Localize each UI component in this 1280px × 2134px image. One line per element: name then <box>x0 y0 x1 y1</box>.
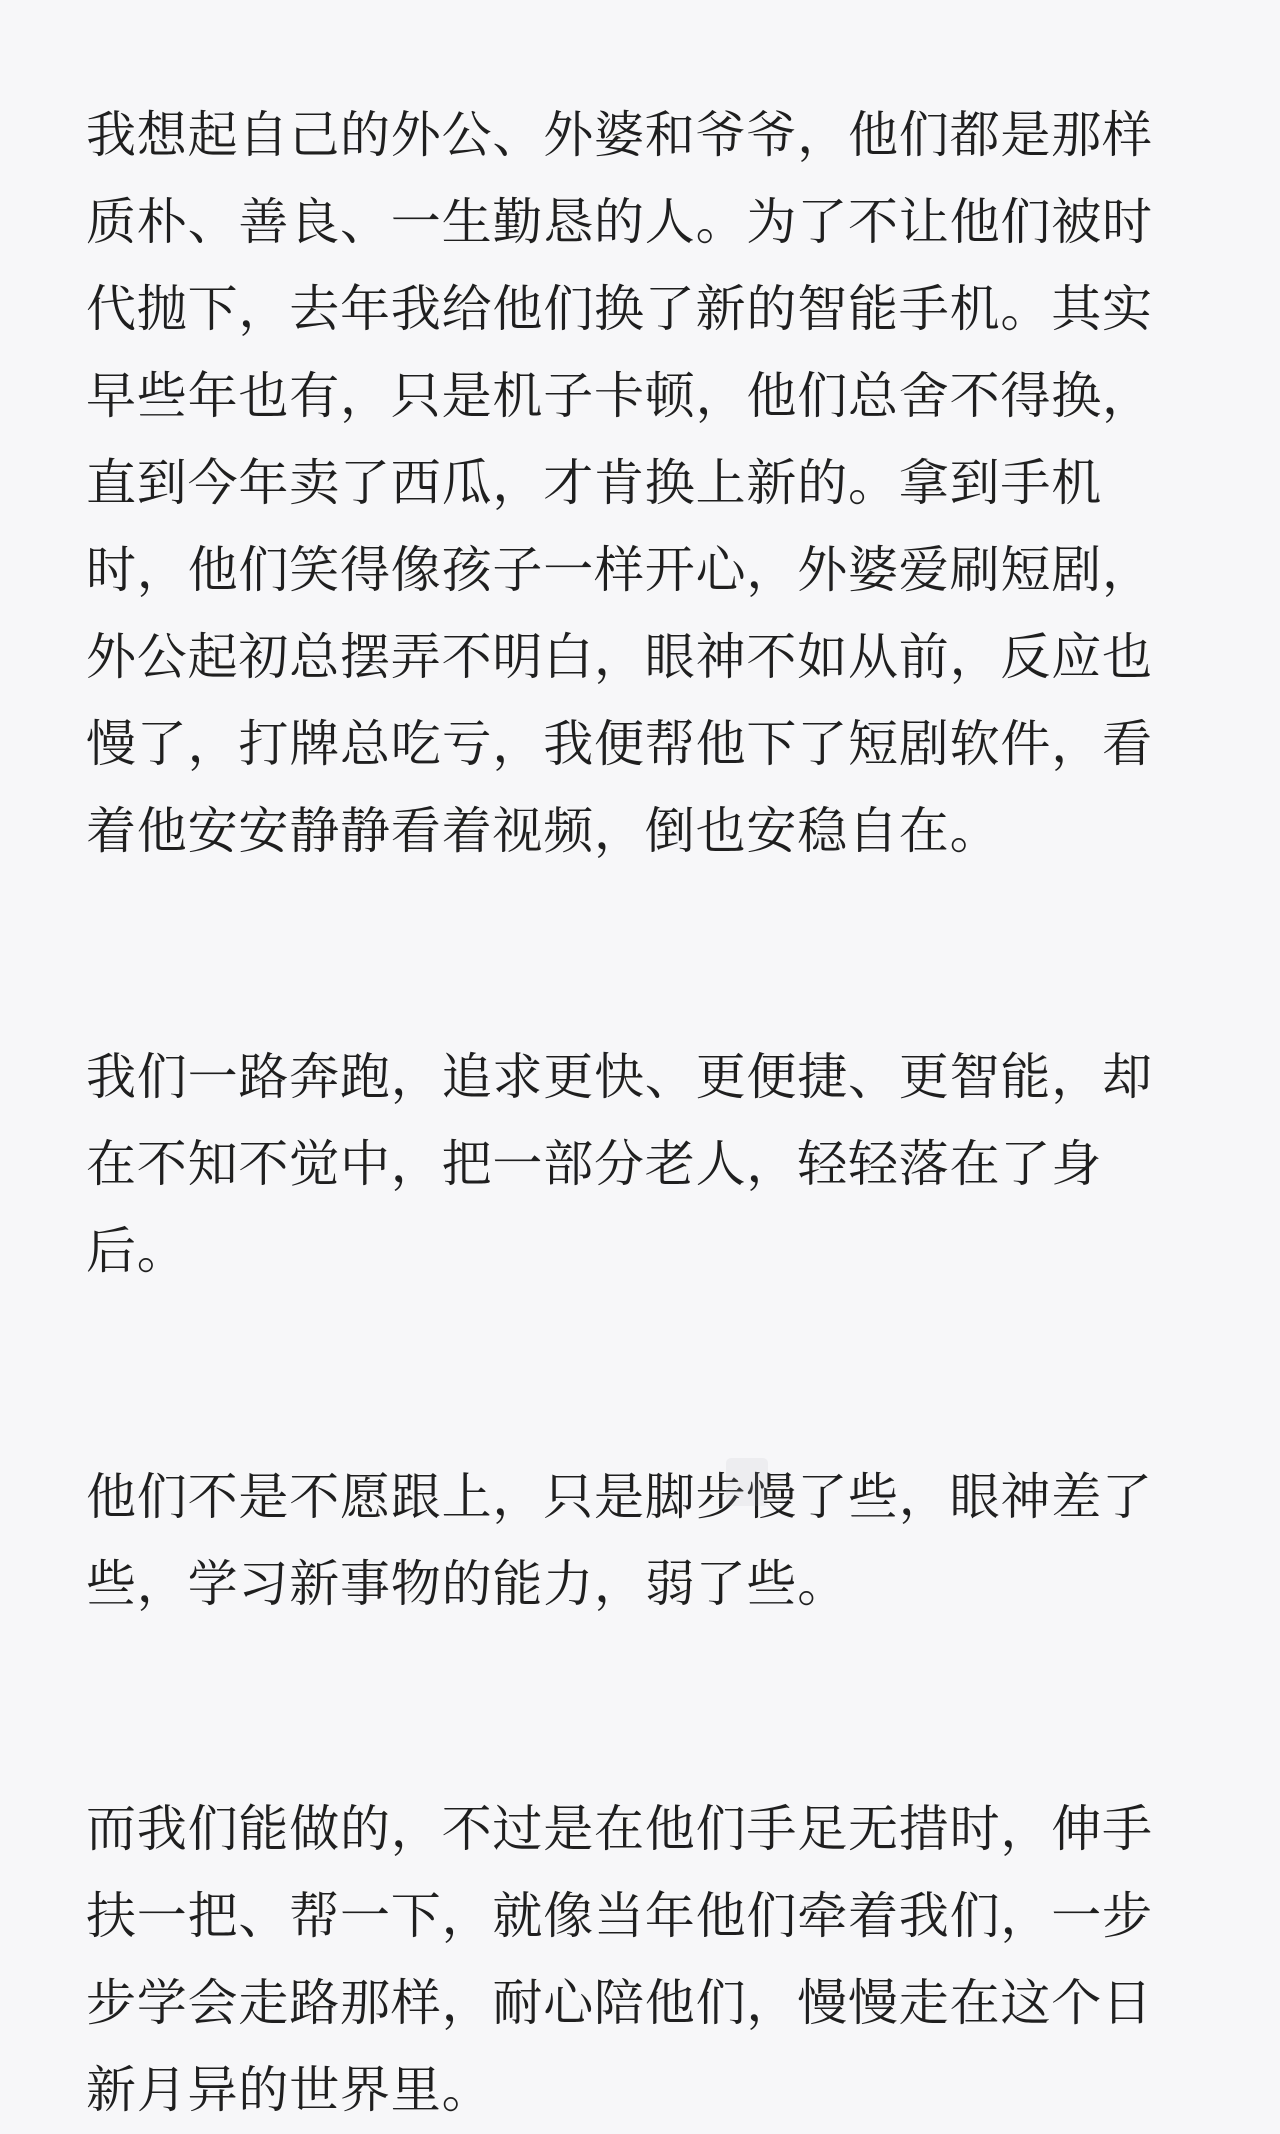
paragraph-3: 他们不是不愿跟上，只是脚步慢了些，眼神差了些，学习新事物的能力，弱了些。 <box>86 1468 1153 1613</box>
paragraph-2: 我们一路奔跑，追求更快、更便捷、更智能，却在不知不觉中，把一部分老人，轻轻落在了身后。 <box>86 1048 1153 1280</box>
paragraph-4: 而我们能做的，不过是在他们手足无措时，伸手扶一把、帮一下，就像当年他们牵着我们，一步步学会走路那样，耐心陪他们，慢慢走在这个日新月异的世界里。 <box>86 1800 1153 2119</box>
paragraph-1: 我想起自己的外公、外婆和爷爷，他们都是那样质朴、善良、一生勤恳的人。为了不让他们被时代抛下，去年我给他们换了新的智能手机。其实早些年也有，只是机子卡顿，他们总舍不得换，直到今年卖了西瓜，才肯换上新的。拿到手机时，他们笑得像孩子一样开心，外婆爱刷短剧，外公起初总摆弄不明白，眼神不如从前，反应也慢了，打牌总吃亏，我便帮他下了短剧软件，看着他安安静静看着视频，倒也安稳自在。 <box>86 106 1153 860</box>
text-selection-highlight <box>726 1458 768 1506</box>
article-body <box>86 92 1196 2134</box>
